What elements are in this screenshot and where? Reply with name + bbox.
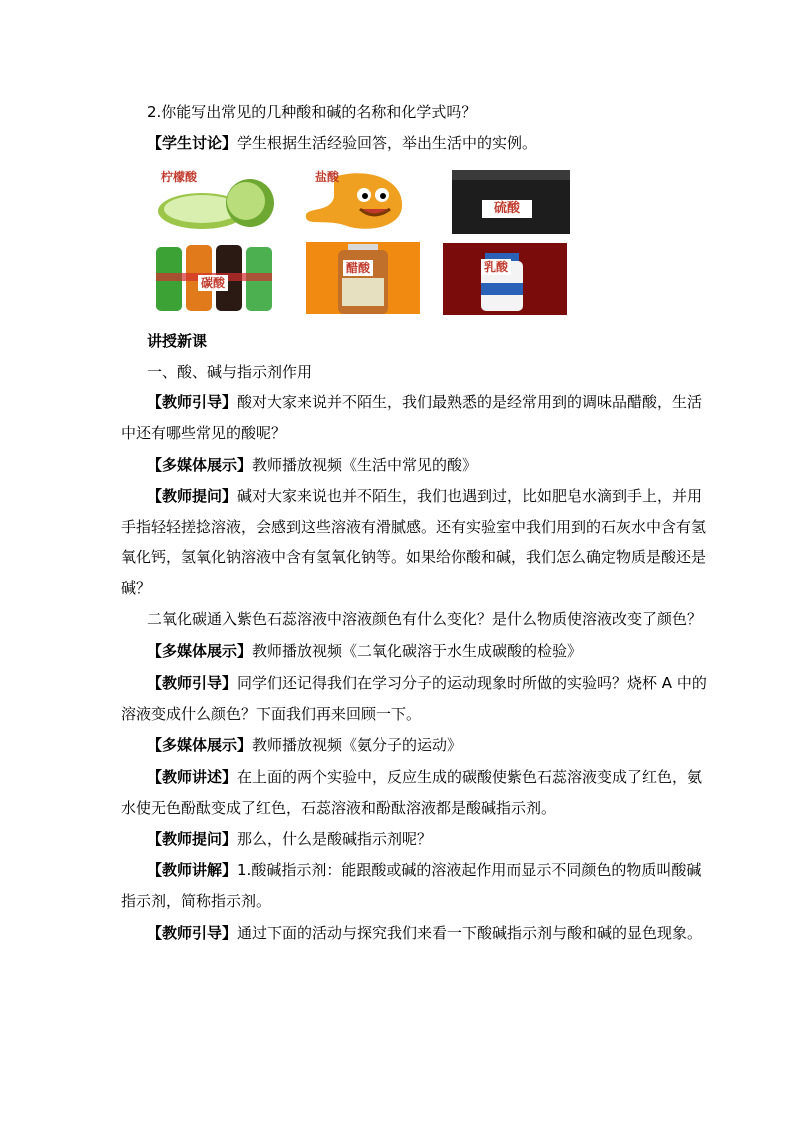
multimedia-text: 教师播放视频《氨分子的运动》	[252, 736, 463, 754]
multimedia-tag: 【多媒体展示】	[147, 736, 253, 754]
teacher-guide-1	[147, 392, 702, 412]
citric-acid-label: 柠檬酸	[158, 169, 200, 185]
multimedia-text: 教师播放视频《生活中常见的酸》	[252, 456, 478, 474]
acetic-acid-label: 醋酸	[343, 260, 373, 276]
question-2: 2.你能写出常见的几种酸和碱的名称和化学式吗？	[147, 103, 477, 121]
multimedia-text: 教师播放视频《二氧化碳溶于水生成碳酸的检验》	[252, 642, 583, 660]
carbonic-acid-label: 碳酸	[198, 275, 228, 291]
teacher-question-2	[147, 829, 432, 849]
teacher-guide-1-cont: 中还有哪些常见的酸呢？	[121, 424, 287, 442]
multimedia-tag: 【多媒体展示】	[147, 642, 253, 660]
teacher-guide-2	[147, 673, 707, 693]
vinegar-bottle-illustration	[306, 242, 420, 314]
teacher-narration-tag: 【教师讲述】	[147, 768, 238, 786]
teacher-explanation	[147, 860, 701, 880]
discussion-tag: 【学生讨论】	[147, 134, 238, 152]
hydrochloric-acid-label: 盐酸	[315, 170, 340, 184]
teacher-narration	[147, 767, 702, 787]
teacher-guide-tag: 【教师引导】	[147, 393, 238, 411]
teacher-question-1-line4: 碱？	[121, 579, 152, 597]
teacher-guide-text: 同学们还记得我们在学习分子的运动现象时所做的实验吗？烧杯 A 中的	[237, 674, 707, 692]
battery-top	[452, 170, 570, 180]
discussion-text: 学生根据生活经验回答，举出生活中的实例。	[237, 134, 538, 152]
teacher-question-tag: 【教师提问】	[147, 487, 238, 505]
multimedia-1	[147, 455, 477, 475]
teacher-guide-text: 酸对大家来说并不陌生，我们最熟悉的是经常用到的调味品醋酸，生活	[237, 393, 703, 411]
sulfuric-acid-label: 硫酸	[482, 200, 532, 218]
teacher-question-text: 碱对大家来说也并不陌生，我们也遇到过，比如肥皂水滴到手上，并用	[237, 487, 703, 505]
teacher-guide-3	[147, 923, 702, 943]
carbonic-acid-image	[152, 241, 278, 313]
multimedia-2	[147, 641, 582, 661]
student-discussion	[147, 133, 537, 153]
lactic-bottle-illustration	[443, 243, 567, 315]
multimedia-3	[147, 735, 462, 755]
teacher-explanation-tag: 【教师讲解】	[147, 861, 238, 879]
lactic-acid-label: 乳酸	[481, 259, 511, 275]
teacher-question-tag: 【教师提问】	[147, 830, 238, 848]
teacher-explanation-cont: 指示剂，简称指示剂。	[121, 892, 272, 910]
teacher-guide-2-cont: 溶液变成什么颜色？下面我们再来回顾一下。	[121, 705, 422, 723]
teacher-explanation-text: 1.酸碱指示剂：能跟酸或碱的溶液起作用而显示不同颜色的物质叫酸碱	[237, 861, 702, 879]
teacher-narration-text: 在上面的两个实验中，反应生成的碳酸使紫色石蕊溶液变成了红色，氨	[237, 768, 703, 786]
multimedia-tag: 【多媒体展示】	[147, 456, 253, 474]
teacher-guide-text: 通过下面的活动与探究我们来看一下酸碱指示剂与酸和碱的显色现象。	[237, 924, 703, 942]
sulfuric-acid-image	[452, 170, 570, 234]
co2-question: 二氧化碳通入紫色石蕊溶液中溶液颜色有什么变化？是什么物质使溶液改变了颜色？	[147, 610, 703, 628]
teacher-narration-cont: 水使无色酚酞变成了红色，石蕊溶液和酚酞溶液都是酸碱指示剂。	[121, 799, 557, 817]
hydrochloric-acid-image	[304, 167, 414, 233]
lactic-acid-image	[443, 243, 567, 315]
section-title: 讲授新课	[147, 332, 208, 350]
teacher-guide-tag: 【教师引导】	[147, 924, 238, 942]
citric-acid-image	[154, 169, 276, 231]
teacher-question-1	[147, 486, 702, 506]
acetic-acid-image	[306, 242, 420, 314]
teacher-question-text: 那么，什么是酸碱指示剂呢？	[237, 830, 433, 848]
teacher-guide-tag: 【教师引导】	[147, 674, 238, 692]
teacher-question-1-line2: 手指轻轻搓捻溶液，会感到这些溶液有滑腻感。还有实验室中我们用到的石灰水中含有氢	[121, 518, 707, 536]
teacher-question-1-line3: 氧化钙，氢氧化钠溶液中含有氢氧化钠等。如果给你酸和碱，我们怎么确定物质是酸还是	[121, 548, 707, 566]
heading-acid-base-indicator: 一、酸、碱与指示剂作用	[147, 363, 313, 381]
